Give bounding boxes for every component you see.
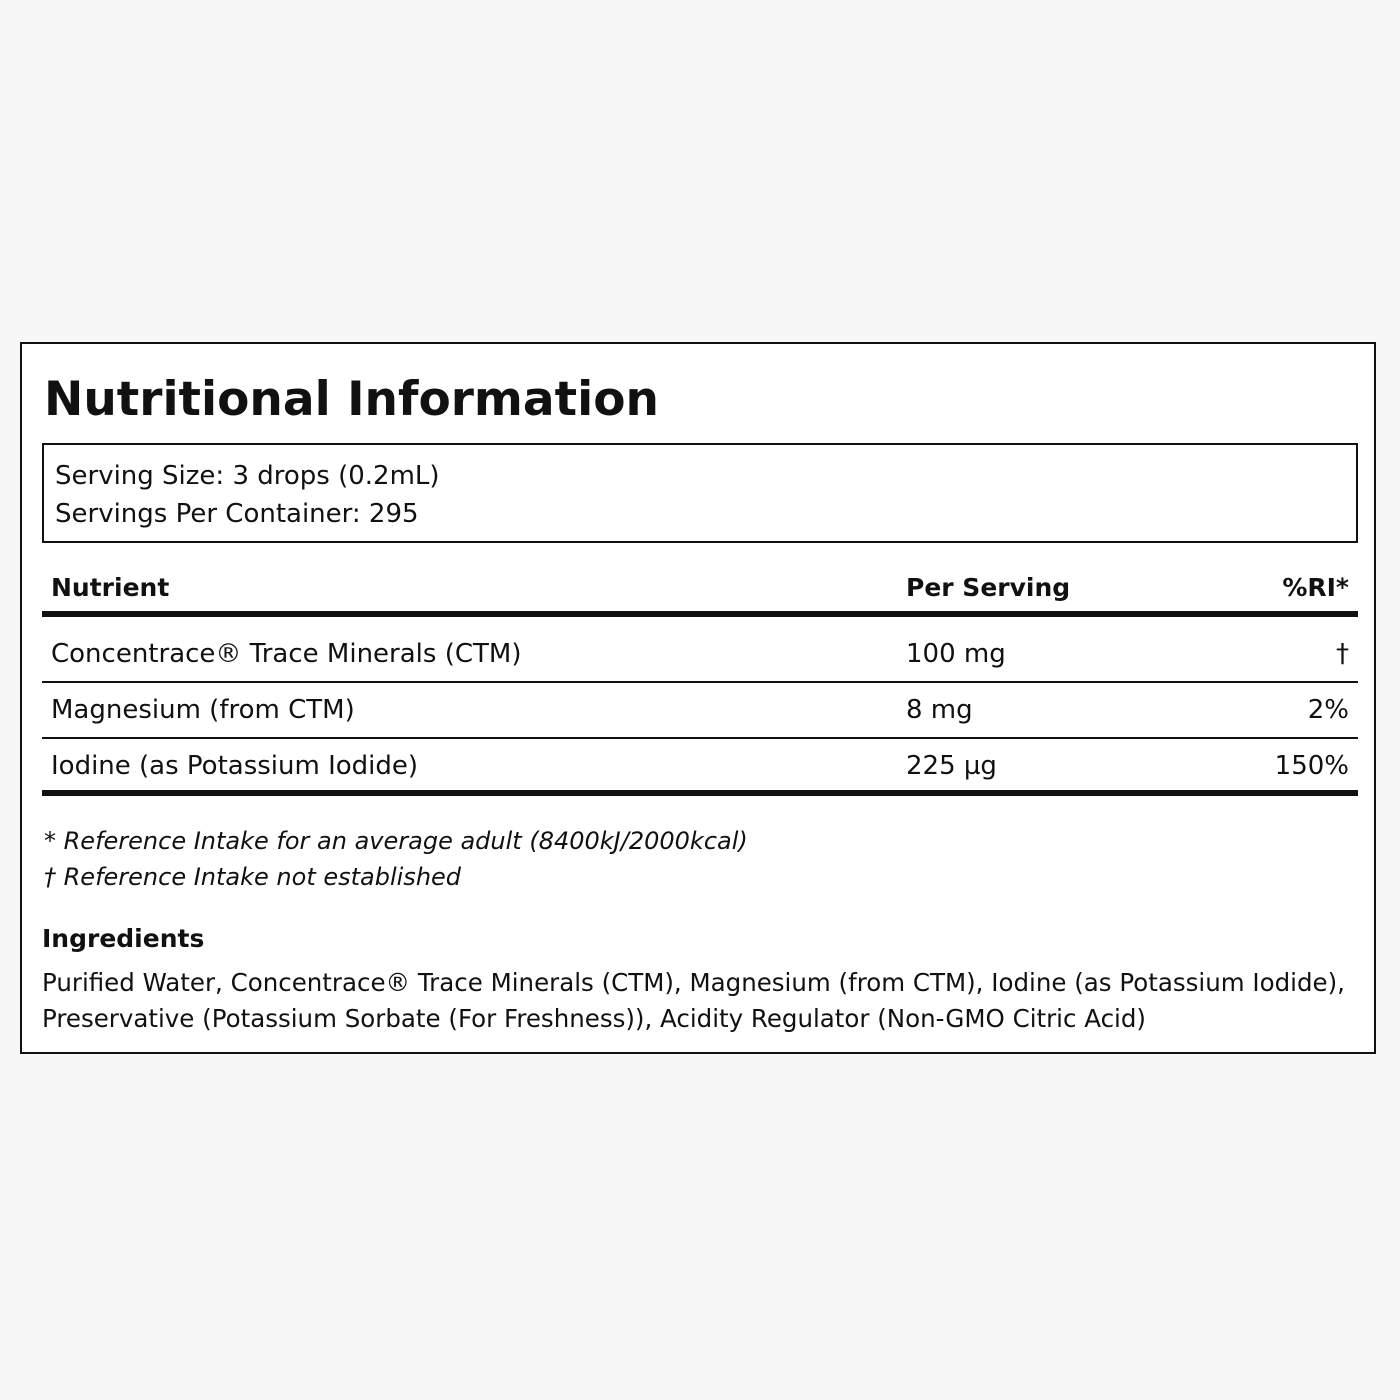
footnote-ri: * Reference Intake for an average adult (8400kJ/2000kcal) xyxy=(44,827,748,855)
ingredients-text: Purified Water, Concentrace® Trace Minerals (CTM), Magnesium (from CTM), Iodine (as Potassium Iodide), Preservative (Potassium Sorbate (For Freshness)), Acidity Regulator (Non-GMO Citric Acid) xyxy=(42,968,1345,1033)
nutrient-amount: 225 µg xyxy=(906,751,997,781)
nutrient-name: Concentrace® Trace Minerals (CTM) xyxy=(51,639,522,669)
nutrient-amount: 8 mg xyxy=(906,695,973,725)
nutrition-panel xyxy=(20,342,1376,1054)
header-nutrient: Nutrient xyxy=(51,573,170,602)
header-per-serving: Per Serving xyxy=(906,573,1071,602)
serving-size: Serving Size: 3 drops (0.2mL) xyxy=(55,461,440,491)
ingredients-heading: Ingredients xyxy=(42,924,205,953)
table-row xyxy=(42,683,1358,739)
nutrient-table xyxy=(42,566,1358,796)
footnote-dagger: † Reference Intake not established xyxy=(44,863,462,891)
footnotes xyxy=(44,823,748,895)
nutrient-name: Iodine (as Potassium Iodide) xyxy=(51,751,419,781)
table-row xyxy=(42,627,1358,683)
nutrient-amount: 100 mg xyxy=(906,639,1006,669)
nutrient-name: Magnesium (from CTM) xyxy=(51,695,355,725)
serving-info-box xyxy=(42,443,1358,543)
table-row xyxy=(42,739,1358,796)
table-header xyxy=(42,566,1358,617)
nutrient-ri: 150% xyxy=(1274,751,1349,781)
nutrient-ri: 2% xyxy=(1307,695,1349,725)
nutrient-ri: † xyxy=(1336,639,1349,669)
page-title: Nutritional Information xyxy=(44,372,659,427)
header-ri: %RI* xyxy=(1282,573,1349,602)
servings-per-container: Servings Per Container: 295 xyxy=(55,499,419,529)
